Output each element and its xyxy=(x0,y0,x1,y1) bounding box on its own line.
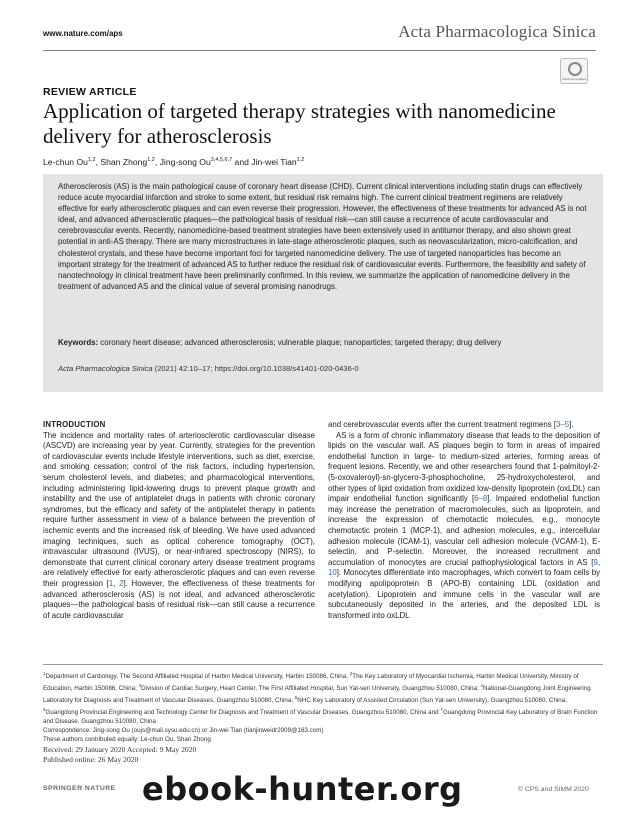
check-for-updates-icon[interactable] xyxy=(560,58,588,84)
paragraph xyxy=(328,420,600,431)
author-separator: , xyxy=(154,157,160,167)
author-separator: and xyxy=(232,157,252,167)
author-separator: , xyxy=(95,157,101,167)
affiliation-number: 4 xyxy=(480,683,484,689)
affiliation-number: 3 xyxy=(138,683,142,689)
paragraph-text: ]. Monocytes differentiate into macrophages, which convert to foam cells by modifying apolipoprotein B (APO-B) containing LDL (oxidation and acetylation). Lipoprotein and immune cells in the vascular wall are subcutaneously deposited in the arteries, and the deposited LDL is transformed into oxLDL xyxy=(328,568,600,620)
site-url[interactable]: www.nature.com/aps xyxy=(43,29,123,38)
author-name[interactable]: Jin-wei Tian xyxy=(251,157,297,167)
affiliation-number: 2 xyxy=(349,671,353,676)
affiliation-text: National-Guangdong Joint Engineering Laboratory for Diagnosis and Treatment of Vascular Diseases, Guangzhou 510080, China; xyxy=(43,685,591,705)
reference-link[interactable]: 6–8 xyxy=(474,494,488,504)
author-affiliation: 1,2 xyxy=(147,157,155,164)
reference-link[interactable]: 9 xyxy=(593,557,598,567)
paragraph xyxy=(328,431,600,622)
publisher-logo: SPRINGER NATURE xyxy=(43,785,116,792)
paragraph-text: The incidence and mortality rates of arteriosclerotic cardiovascular disease (ASCVD) are increasing year by year. Currently, strategies for the prevention of cardiovascular events include lifestyle interventions, such as diet, exercise, and smoking cessation; control of the risk factors, including hypertension, serum cholesterol levels, and diabetes; and pharmacological interventions, including administering lipid-lowering drugs to prevent plaque growth and instability and the use of antiplatelet drugs in patients with chronic coronary syndromes, but the efficacy and safety of the antiplatelet therapy in patients require further assessment in view of a balance between the prevention of ischemic events and the increased risk of bleeding. We have used advanced imaging techniques, such as optical coherence tomography (OCT), intravascular ultrasound (IVUS), or near-infrared spectroscopy (NIRS), to demonstrate that current clinical coronary artery disease treatment programs are relatively effective for early atherosclerotic plaques and can even reverse their progression [ xyxy=(43,430,315,588)
correspondence[interactable]: Correspondence: Jing-song Ou (oujs@mail.sysu.edu.cn) or Jin-wei Tian (tianjinweidr2009@163.com) xyxy=(43,727,324,735)
keywords xyxy=(58,338,590,347)
watermark-text: ebook-hunter.org xyxy=(142,770,463,808)
section-heading: INTRODUCTION xyxy=(43,420,106,429)
publication-dates xyxy=(43,745,196,764)
check-ring-icon xyxy=(568,62,582,76)
citation xyxy=(58,364,590,373)
author-name[interactable]: Shan Zhong xyxy=(100,157,148,167)
citation-doi[interactable]: (2021) 42:10–17; https://doi.org/10.1038/s41401-020-0436-0 xyxy=(152,364,359,373)
article-type: REVIEW ARTICLE xyxy=(43,86,137,98)
footnote-divider xyxy=(43,664,603,665)
paragraph xyxy=(43,431,315,622)
citation-journal: Acta Pharmacologica Sinica xyxy=(58,364,153,373)
affiliation-text: Guangdong Provincial Key Laboratory of Brain Function and Disease, Guangzhou 510080, China xyxy=(43,709,598,726)
author-name[interactable]: Jing-song Ou xyxy=(159,157,211,167)
reference-sep: , xyxy=(597,557,600,567)
header-divider xyxy=(43,50,596,51)
reference-link[interactable]: 10 xyxy=(328,568,337,578)
paragraph-text: and cerebrovascular events after the current treatment regimens [ xyxy=(328,420,557,429)
paragraph-text: ]. However, the effectiveness of these treatments for advanced atherosclerosis (AS) is not ideal, and advanced atherosclerotic plaques—the pathological basis of residual risk—can still cause a recurrence of acute cardiovascular xyxy=(43,578,315,620)
paragraph-text: AS is a form of chronic inflammatory disease that leads to the deposition of lipids on the vascular wall. AS plaques begin to form in areas of impaired endothelial function in large- to medium-sized arteries, forming areas of frequent lesions. Recently, we and other researchers found that 1-palmitoyl-2-(5-oxovaleroyl)-sn-glycero-3-phosphocholine, 25-hydroxycholesterol, and other types of lipid oxidation from oxidized low-density lipoprotein (oxLDL) can impair endothelial function significantly [ xyxy=(328,430,600,504)
affiliation-text: Division of Cardiac Surgery, Heart Center, The First Affiliated Hospital, Sun Yat-sen University, Guangzhou 510080, China; xyxy=(141,685,481,693)
affiliations-footnote xyxy=(43,669,603,744)
copyright-notice: © CPS and SIMM 2020 xyxy=(518,786,589,793)
affiliation-number: 1 xyxy=(43,671,46,676)
article-title: Application of targeted therapy strategies with nanomedicine delivery for atherosclerosis xyxy=(43,99,556,148)
affiliation-number: 6 xyxy=(43,707,46,713)
paragraph-text: ]. xyxy=(569,420,574,429)
reference-link[interactable]: 2 xyxy=(119,578,124,588)
keywords-label: Keywords: xyxy=(58,338,99,347)
body-column-right xyxy=(328,420,600,621)
journal-name: Acta Pharmacologica Sinica xyxy=(398,22,596,41)
affiliation-text: NHC Key Laboratory of Assisted Circulation (Sun Yat-sen University), Guangzhou 510080, China; xyxy=(297,697,567,705)
author-list xyxy=(43,157,304,167)
reference-link[interactable]: 1 xyxy=(108,578,114,588)
keywords-list: coronary heart disease; advanced atherosclerosis; vulnerable plaque; nanoparticles; targeted therapy; drug delivery xyxy=(100,338,502,347)
reference-sep: , xyxy=(113,578,120,588)
body-column-left xyxy=(43,420,315,621)
author-affiliation: 1,2 xyxy=(296,157,305,164)
reference-link[interactable]: 3–5 xyxy=(556,420,570,429)
author-affiliation: 3,4,5,6,7 xyxy=(210,157,233,164)
affiliation-text: Guangdong Provincial Engineering and Technology Center for Diagnosis and Treatment of Vascular Diseases, Guangzhou 510080, China and xyxy=(45,709,441,717)
published-date: Published online: 26 May 2020 xyxy=(43,754,139,764)
affiliation-text: Department of Cardiology, The Second Affiliated Hospital of Harbin Medical University, Harbin 150086, China; xyxy=(45,673,350,681)
affiliation-number: 5 xyxy=(294,695,298,701)
affiliation-text: The Key Laboratory of Myocardial Ischemia, Harbin Medical University, Ministry of Education, Harbin 150086, China; xyxy=(43,673,579,693)
affiliation-number: 7 xyxy=(440,707,443,713)
check-badge-label: Check for updates xyxy=(561,77,587,81)
author-name[interactable]: Le-chun Ou xyxy=(43,157,88,167)
abstract-text: Atherosclerosis (AS) is the main pathological cause of coronary heart disease (CHD). Current clinical interventions including statin drugs can effectively reduce acute myocardial infarction and stroke to some extent, but residual risk remains high. The current clinical treatment regimens are relatively effective for early atherosclerotic plaques and can even reverse their progression. However, the effectiveness of these treatments for advanced AS is not ideal, and advanced atherosclerotic plaques—the pathological basis of residual risk—can still cause a recurrence of acute cardiovascular and cerebrovascular events. Recently, nanomedicine-based treatment strategies have been extensively used in antitumor therapy, and also shown great potential in anti-AS therapy. There are many microstructures in late-stage atherosclerotic plaques, such as neovascularization, micro-calcification, and cholesterol crystals, and these have become important foci for targeted nanomedicine delivery. The use of targeted nanoparticles has become an important strategy for the treatment of advanced AS to further reduce the residual risk of cardiovascular events. Furthermore, the feasibility and safety of nanotechnology in clinical treatment have been preliminarily confirmed. In this review, we summarize the application of nanomedicine delivery in the treatment of advanced AS and the clinical value of several promising nanodrugs. xyxy=(58,182,587,291)
equal-contribution-note: These authors contributed equally: Le-chun Ou, Shan Zhong xyxy=(43,736,211,744)
received-accepted-date: Received: 29 January 2020 Accepted: 9 May 2020 xyxy=(43,745,197,754)
paragraph-text: ]. Impaired endothelial function may increase the penetration of macromolecules, such as lipoprotein, and increase the expression of chemotactic molecules, e.g., monocyte chemotactic protein 1 (MCP-1), and adhesion molecules, e.g., intercellular adhesion molecule (ICAM-1), vascular cell adhesion molecule (VCAM-1), E-selectin, and P-selectin. Moreover, the increased recruitment and accumulation of monocytes are crucial pathophysiological factors in AS [ xyxy=(328,494,600,567)
author-affiliation: 1,2 xyxy=(87,157,96,164)
